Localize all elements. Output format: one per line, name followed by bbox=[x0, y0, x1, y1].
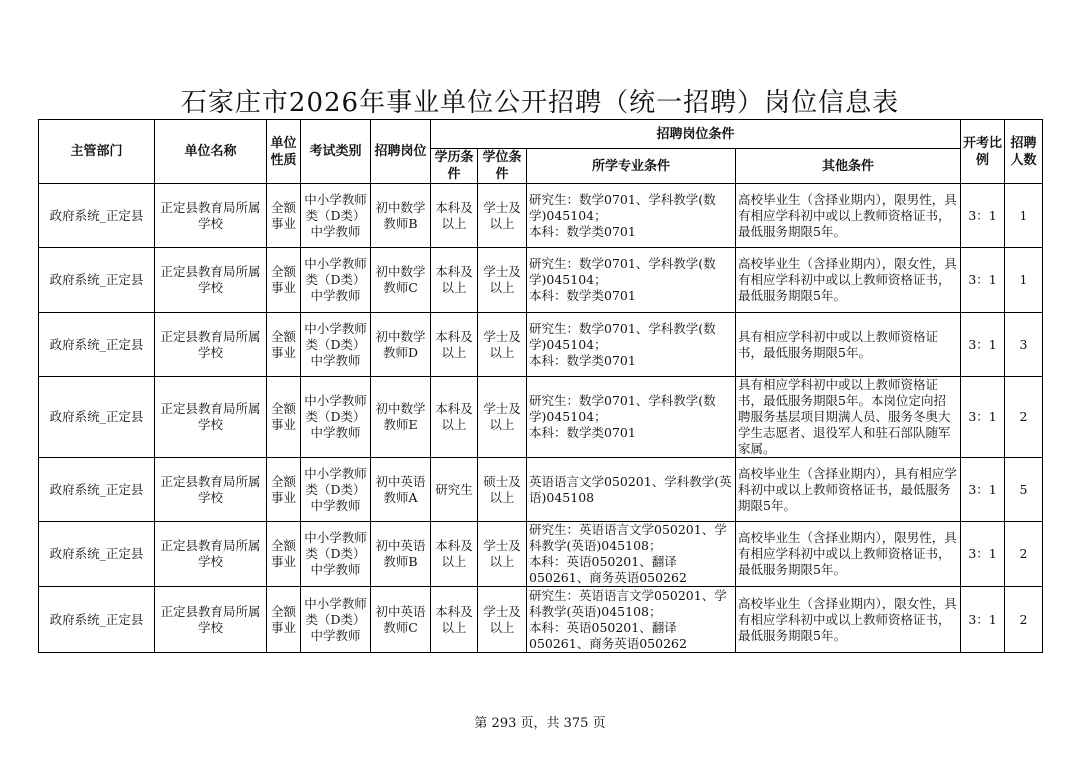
cell-other: 高校毕业生（含择业期内），限女性，具有相应学科初中或以上教师资格证书，最低服务期限5年。 bbox=[736, 587, 961, 653]
table-row bbox=[39, 313, 1043, 377]
header-exam-type: 考试类别 bbox=[301, 120, 371, 184]
cell-other: 高校毕业生（含择业期内），限男性，具有相应学科初中或以上教师资格证书，最低服务期限5年。 bbox=[736, 184, 961, 248]
cell-major: 研究生：数学0701、学科教学(数学)045104； 本科：数学类0701 bbox=[527, 184, 736, 248]
cell-dept: 政府系统_正定县 bbox=[39, 458, 155, 522]
cell-degree: 硕士及以上 bbox=[478, 458, 527, 522]
cell-major: 研究生：数学0701、学科教学(数学)045104； 本科：数学类0701 bbox=[527, 313, 736, 377]
table-row bbox=[39, 522, 1043, 587]
cell-nature: 全额事业 bbox=[267, 522, 301, 587]
cell-exam-type: 中小学教师类（D类）中学教师 bbox=[301, 522, 371, 587]
cell-dept: 政府系统_正定县 bbox=[39, 184, 155, 248]
cell-unit: 正定县教育局所属学校 bbox=[155, 522, 267, 587]
table-row bbox=[39, 248, 1043, 313]
cell-exam-type: 中小学教师类（D类）中学教师 bbox=[301, 377, 371, 458]
cell-ratio: 3：1 bbox=[961, 184, 1005, 248]
table-header bbox=[39, 120, 1043, 184]
cell-nature: 全额事业 bbox=[267, 248, 301, 313]
cell-count: 5 bbox=[1005, 458, 1043, 522]
cell-ratio: 3：1 bbox=[961, 587, 1005, 653]
header-edu: 学历条件 bbox=[431, 149, 478, 184]
cell-degree: 学士及以上 bbox=[478, 313, 527, 377]
page-footer: 第 293 页，共 375 页 bbox=[474, 716, 606, 731]
cell-major: 研究生：数学0701、学科教学(数学)045104； 本科：数学类0701 bbox=[527, 377, 736, 458]
cell-dept: 政府系统_正定县 bbox=[39, 313, 155, 377]
cell-unit: 正定县教育局所属学校 bbox=[155, 377, 267, 458]
cell-major: 研究生：英语语言文学050201、学科教学(英语)045108； 本科：英语050201、翻译050261、商务英语050262 bbox=[527, 522, 736, 587]
cell-edu: 本科及以上 bbox=[431, 522, 478, 587]
cell-count: 3 bbox=[1005, 313, 1043, 377]
cell-other: 具有相应学科初中或以上教师资格证书，最低服务期限5年。本岗位定向招聘服务基层项目期满人员、服务冬奥大学生志愿者、退役军人和驻石部队随军家属。 bbox=[736, 377, 961, 458]
cell-count: 1 bbox=[1005, 248, 1043, 313]
table-row bbox=[39, 458, 1043, 522]
header-major: 所学专业条件 bbox=[527, 149, 736, 184]
cell-dept: 政府系统_正定县 bbox=[39, 587, 155, 653]
table-row bbox=[39, 587, 1043, 653]
cell-unit: 正定县教育局所属学校 bbox=[155, 313, 267, 377]
cell-dept: 政府系统_正定县 bbox=[39, 248, 155, 313]
cell-unit: 正定县教育局所属学校 bbox=[155, 587, 267, 653]
table-body bbox=[39, 184, 1043, 653]
cell-post: 初中数学教师C bbox=[371, 248, 431, 313]
header-ratio: 开考比例 bbox=[961, 120, 1005, 184]
cell-exam-type: 中小学教师类（D类）中学教师 bbox=[301, 248, 371, 313]
positions-table bbox=[38, 119, 1043, 653]
cell-post: 初中数学教师B bbox=[371, 184, 431, 248]
header-post: 招聘岗位 bbox=[371, 120, 431, 184]
cell-exam-type: 中小学教师类（D类）中学教师 bbox=[301, 587, 371, 653]
cell-exam-type: 中小学教师类（D类）中学教师 bbox=[301, 184, 371, 248]
cell-nature: 全额事业 bbox=[267, 458, 301, 522]
table-row bbox=[39, 377, 1043, 458]
cell-major: 英语语言文学050201、学科教学(英语)045108 bbox=[527, 458, 736, 522]
cell-dept: 政府系统_正定县 bbox=[39, 522, 155, 587]
cell-post: 初中英语教师C bbox=[371, 587, 431, 653]
header-other: 其他条件 bbox=[736, 149, 961, 184]
header-degree: 学位条件 bbox=[478, 149, 527, 184]
cell-other: 高校毕业生（含择业期内），限女性，具有相应学科初中或以上教师资格证书，最低服务期限5年。 bbox=[736, 248, 961, 313]
cell-count: 2 bbox=[1005, 522, 1043, 587]
cell-edu: 本科及以上 bbox=[431, 587, 478, 653]
cell-count: 1 bbox=[1005, 184, 1043, 248]
cell-degree: 学士及以上 bbox=[478, 587, 527, 653]
table-row bbox=[39, 184, 1043, 248]
cell-edu: 研究生 bbox=[431, 458, 478, 522]
cell-ratio: 3：1 bbox=[961, 458, 1005, 522]
cell-degree: 学士及以上 bbox=[478, 184, 527, 248]
cell-edu: 本科及以上 bbox=[431, 184, 478, 248]
header-nature: 单位性质 bbox=[267, 120, 301, 184]
page-title: 石家庄市2026年事业单位公开招聘（统一招聘）岗位信息表 bbox=[180, 88, 900, 118]
header-conditions: 招聘岗位条件 bbox=[431, 120, 961, 149]
cell-exam-type: 中小学教师类（D类）中学教师 bbox=[301, 458, 371, 522]
cell-post: 初中英语教师A bbox=[371, 458, 431, 522]
cell-nature: 全额事业 bbox=[267, 587, 301, 653]
cell-nature: 全额事业 bbox=[267, 377, 301, 458]
cell-major: 研究生：英语语言文学050201、学科教学(英语)045108； 本科：英语050201、翻译050261、商务英语050262 bbox=[527, 587, 736, 653]
cell-unit: 正定县教育局所属学校 bbox=[155, 248, 267, 313]
cell-major: 研究生：数学0701、学科教学(数学)045104； 本科：数学类0701 bbox=[527, 248, 736, 313]
cell-post: 初中英语教师B bbox=[371, 522, 431, 587]
cell-ratio: 3：1 bbox=[961, 377, 1005, 458]
cell-degree: 学士及以上 bbox=[478, 248, 527, 313]
cell-degree: 学士及以上 bbox=[478, 522, 527, 587]
header-dept: 主管部门 bbox=[39, 120, 155, 184]
cell-ratio: 3：1 bbox=[961, 522, 1005, 587]
cell-nature: 全额事业 bbox=[267, 313, 301, 377]
header-unit: 单位名称 bbox=[155, 120, 267, 184]
cell-degree: 学士及以上 bbox=[478, 377, 527, 458]
cell-other: 高校毕业生（含择业期内），具有相应学科初中或以上教师资格证书，最低服务期限5年。 bbox=[736, 458, 961, 522]
cell-post: 初中数学教师D bbox=[371, 313, 431, 377]
cell-other: 高校毕业生（含择业期内），限男性，具有相应学科初中或以上教师资格证书，最低服务期限5年。 bbox=[736, 522, 961, 587]
cell-nature: 全额事业 bbox=[267, 184, 301, 248]
cell-count: 2 bbox=[1005, 377, 1043, 458]
cell-unit: 正定县教育局所属学校 bbox=[155, 184, 267, 248]
cell-unit: 正定县教育局所属学校 bbox=[155, 458, 267, 522]
cell-ratio: 3：1 bbox=[961, 313, 1005, 377]
cell-edu: 本科及以上 bbox=[431, 313, 478, 377]
cell-count: 2 bbox=[1005, 587, 1043, 653]
cell-post: 初中数学教师E bbox=[371, 377, 431, 458]
cell-exam-type: 中小学教师类（D类）中学教师 bbox=[301, 313, 371, 377]
header-count: 招聘人数 bbox=[1005, 120, 1043, 184]
cell-other: 具有相应学科初中或以上教师资格证书，最低服务期限5年。 bbox=[736, 313, 961, 377]
cell-edu: 本科及以上 bbox=[431, 377, 478, 458]
cell-dept: 政府系统_正定县 bbox=[39, 377, 155, 458]
cell-edu: 本科及以上 bbox=[431, 248, 478, 313]
cell-ratio: 3：1 bbox=[961, 248, 1005, 313]
